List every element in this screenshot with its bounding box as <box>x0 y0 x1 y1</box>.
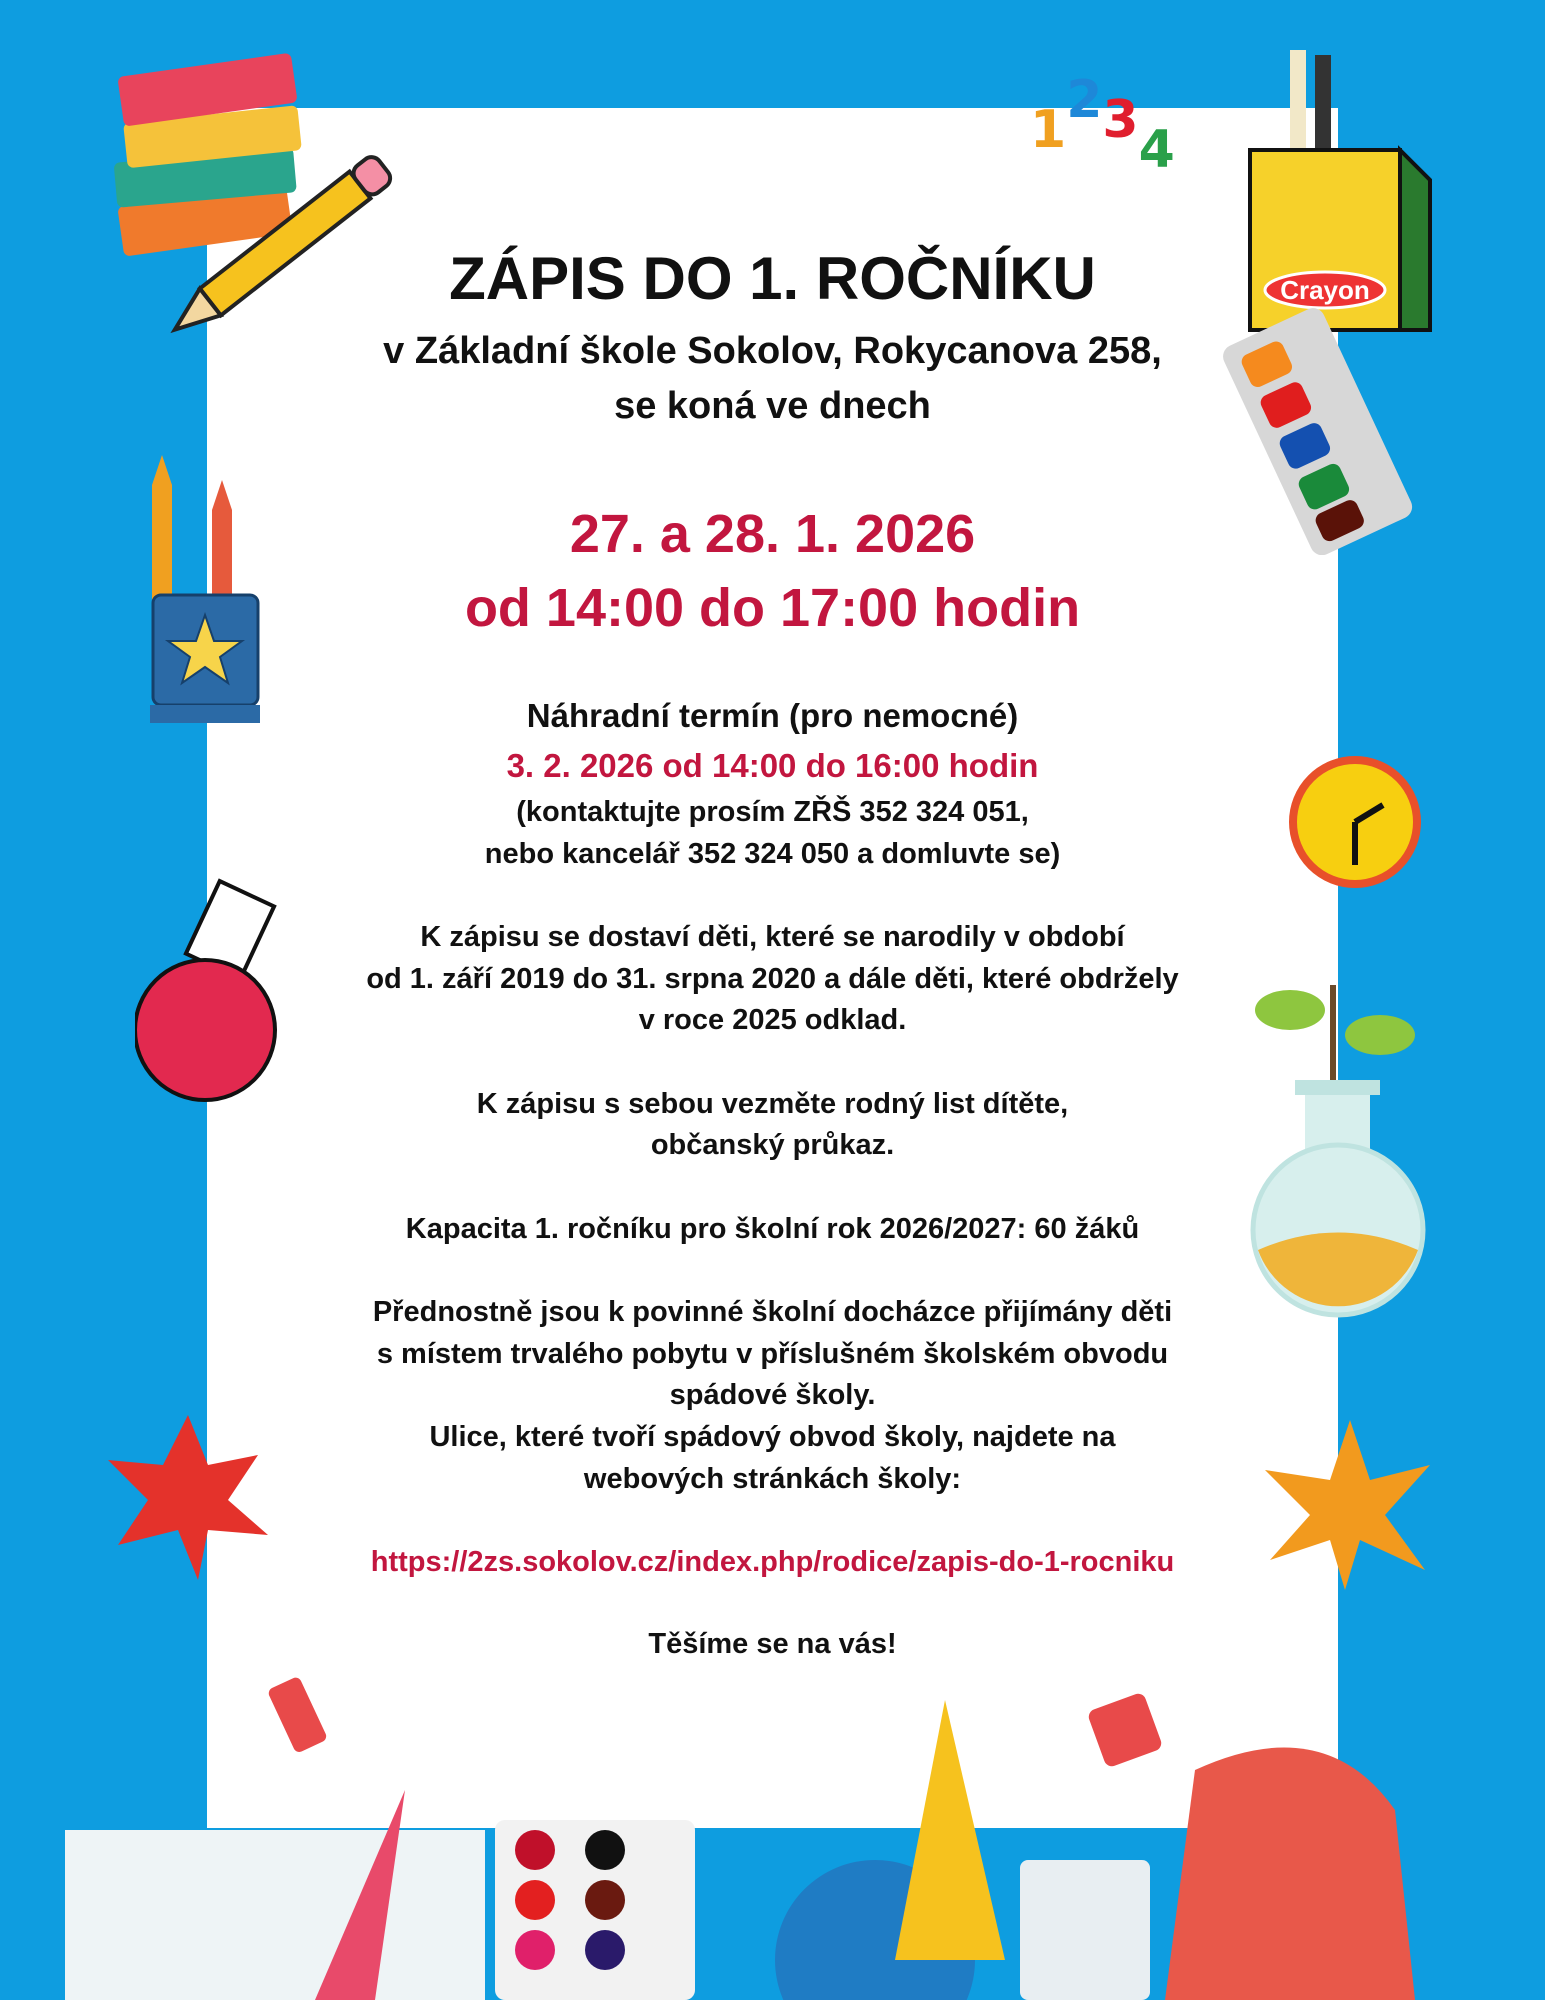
main-dates: 27. a 28. 1. 2026 <box>569 504 976 564</box>
eligibility-1: K zápisu se dostaví děti, které se narodily v období <box>420 921 1125 953</box>
documents-1: K zápisu s sebou vezměte rodný list dítěte, <box>476 1088 1069 1120</box>
capacity: Kapacita 1. ročníku pro školní rok 2026/2027: 60 žáků <box>405 1213 1140 1245</box>
priority-3: spádové školy. <box>669 1379 876 1411</box>
page-title: ZÁPIS DO 1. ROČNÍKU <box>449 245 1096 312</box>
number-3: 3 <box>1102 90 1139 150</box>
number-1: 1 <box>1030 100 1067 160</box>
priority-5: webových stránkách školy: <box>583 1463 962 1495</box>
priority-1: Přednostně jsou k povinné školní docházce přijímány děti <box>372 1296 1173 1328</box>
eligibility-3: v roce 2025 odklad. <box>638 1004 907 1036</box>
crayon-label: Crayon <box>1280 275 1370 305</box>
closing-text: Těšíme se na vás! <box>648 1628 897 1660</box>
alternate-heading: Náhradní termín (pro nemocné) <box>526 697 1019 734</box>
eligibility-2: od 1. září 2019 do 31. srpna 2020 a dále děti, které obdržely <box>366 963 1179 995</box>
documents-2: občanský průkaz. <box>650 1129 895 1161</box>
priority-4: Ulice, které tvoří spádový obvod školy, najdete na <box>429 1421 1116 1453</box>
alternate-date: 3. 2. 2026 od 14:00 do 16:00 hodin <box>506 747 1039 784</box>
subtitle-line-2: se koná ve dnech <box>614 385 931 427</box>
alternate-contact-2: nebo kancelář 352 324 050 a domluvte se) <box>484 838 1061 870</box>
main-hours: od 14:00 do 17:00 hodin <box>464 578 1081 638</box>
school-website-link[interactable]: https://2zs.sokolov.cz/index.php/rodice/zapis-do-1-rocniku <box>370 1546 1175 1578</box>
alternate-contact-1: (kontaktujte prosím ZŘŠ 352 324 051, <box>516 796 1029 828</box>
priority-2: s místem trvalého pobytu v příslušném školském obvodu <box>376 1338 1169 1370</box>
number-2: 2 <box>1066 70 1103 130</box>
subtitle-line-1: v Základní škole Sokolov, Rokycanova 258, <box>383 330 1162 372</box>
numbers-1234 <box>1030 70 1175 180</box>
number-4: 4 <box>1138 120 1175 180</box>
